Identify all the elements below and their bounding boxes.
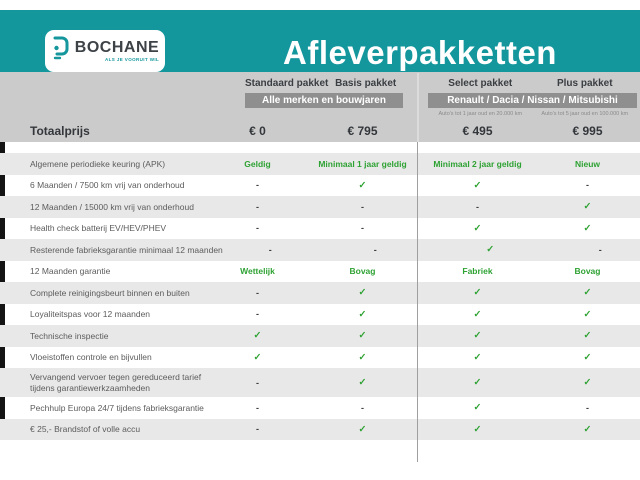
cell-select: ✓ [473,222,482,234]
package-title-plus: Plus pakket [556,78,613,89]
cell-basis: ✓ [358,179,367,191]
table-row [0,196,640,218]
cell-basis: ✓ [358,308,367,320]
table-row [0,239,640,261]
cell-select: Fabriek [462,266,493,277]
row-label: 12 Maanden / 15000 km vrij van onderhoud [30,201,194,212]
bochane-logo [45,30,165,72]
row-label: Loyaliteitspas voor 12 maanden [30,309,151,320]
cell-plus: ✓ [583,287,592,299]
cell-standaard: - [256,424,259,435]
cell-standaard: Wettelijk [240,266,275,277]
cell-standaard: - [256,377,259,388]
price-select: € 495 [462,124,493,138]
price-basis: € 795 [347,124,378,138]
cell-plus: ✓ [583,377,592,388]
table-row [0,368,640,397]
cell-select: ✓ [473,402,482,414]
cell-basis: ✓ [358,423,367,435]
cell-standaard: - [268,244,272,255]
cell-standaard: - [256,402,259,413]
row-label: Resterende fabrieksgarantie minimaal 12 maanden [30,244,223,255]
price-plus: € 995 [572,124,603,138]
cell-basis: - [361,201,364,212]
table-row [0,325,640,347]
table-row [0,175,640,197]
row-label: 12 Maanden garantie [30,266,111,277]
row-label: Pechhulp Europa 24/7 tijdens fabrieksgarantie [30,402,204,413]
feature-table [0,153,640,440]
cell-standaard: - [256,180,259,191]
package-title-standaard: Standaard pakket [245,78,329,89]
package-note-select: Auto's tot 1 jaar oud en 20.000 km [438,111,523,117]
cell-select: ✓ [473,377,482,388]
cell-plus: - [598,244,602,255]
table-row [0,419,640,441]
table-row [0,261,640,283]
cell-standaard: - [256,223,259,234]
column-group-divider-top [417,73,419,142]
table-row [0,347,640,369]
cell-standaard: ✓ [253,351,262,363]
table-gap-row [0,142,640,153]
cell-plus: ✓ [583,351,592,363]
brand-tagline: ALS JE VOORUIT WIL [104,57,160,62]
package-banner-left: Alle merken en bouwjaren [245,93,403,108]
brand-name: BOCHANE [74,39,160,56]
cell-select: ✓ [473,179,482,191]
cell-select: ✓ [473,351,482,363]
cell-basis: - [373,244,377,255]
table-row [0,282,640,304]
cell-select: ✓ [486,244,495,256]
row-label: Technische inspectie [30,330,109,341]
row-label: Vloeistoffen controle en bijvullen [30,352,152,363]
row-label: Vervangend vervoer tegen gereduceerd tarief tijdens garantiewerkzaamheden [30,372,202,393]
cell-basis: - [361,402,364,413]
cell-select: ✓ [473,330,482,342]
cell-standaard: ✓ [253,330,262,342]
cell-basis: Bovag [349,266,376,277]
page-title: Afleverpakketten [283,34,557,71]
cell-standaard: - [256,287,259,298]
cell-plus: Nieuw [574,158,601,169]
cell-plus: ✓ [583,308,592,320]
cell-plus: Bovag [574,266,601,277]
table-row [0,153,640,175]
package-group-right [428,78,637,117]
row-label: Complete reinigingsbeurt binnen en buiten [30,287,190,298]
package-title-select: Select pakket [448,78,513,89]
cell-standaard: - [256,309,259,320]
row-label: Algemene periodieke keuring (APK) [30,158,166,169]
cell-plus: ✓ [583,423,592,435]
cell-select: ✓ [473,287,482,299]
cell-basis: ✓ [358,377,367,388]
cell-basis: - [361,223,364,234]
cell-plus: ✓ [583,201,592,213]
cell-plus: ✓ [583,330,592,342]
cell-basis: ✓ [358,287,367,299]
cell-plus: - [586,180,589,191]
cell-select: - [476,201,479,212]
row-label: € 25,- Brandstof of volle accu [30,424,141,435]
cell-basis: Minimaal 1 jaar geldig [318,158,407,169]
total-price-label: Totaalprijs [30,124,90,138]
cell-plus: - [586,402,589,413]
row-label: Health check batterij EV/HEV/PHEV [30,223,167,234]
package-banner-right: Renault / Dacia / Nissan / Mitsubishi [428,93,637,108]
table-row [0,304,640,326]
cell-select: ✓ [473,423,482,435]
column-group-divider [417,142,418,462]
package-group-left [245,78,403,108]
package-note-plus: Auto's tot 5 jaar oud en 100.000 km [541,111,629,117]
cell-basis: ✓ [358,351,367,363]
cell-standaard: - [256,201,259,212]
price-standaard: € 0 [249,124,266,138]
table-row [0,397,640,419]
cell-plus: ✓ [583,222,592,234]
cell-basis: ✓ [358,330,367,342]
row-label: 6 Maanden / 7500 km vrij van onderhoud [30,180,185,191]
table-row [0,218,640,240]
bochane-b-icon [51,35,70,67]
cell-standaard: Geldig [244,158,271,169]
header-band [0,10,640,72]
cell-select: Minimaal 2 jaar geldig [433,158,522,169]
total-price-row [0,120,640,142]
package-title-basis: Basis pakket [335,78,397,89]
cell-select: ✓ [473,308,482,320]
